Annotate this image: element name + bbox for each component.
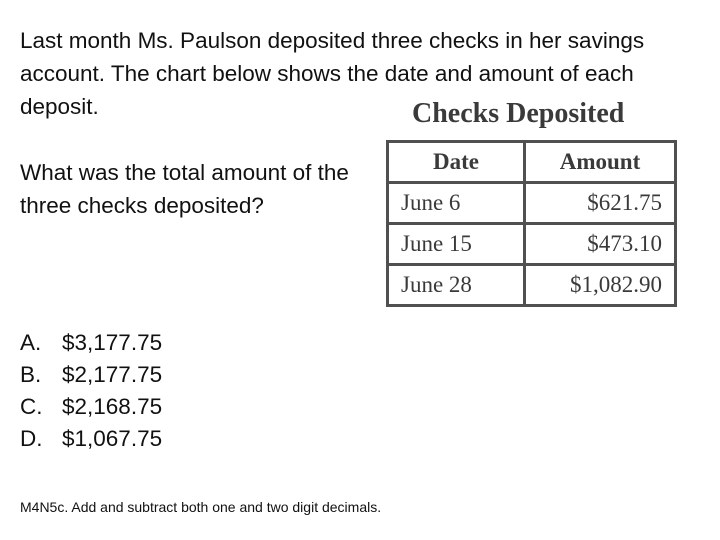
question-text: What was the total amount of the three checks deposited? (20, 160, 349, 218)
choice-letter: D. (20, 426, 43, 451)
standard-footnote: M4N5c. Add and subtract both one and two digit decimals. (20, 499, 382, 515)
choice-value: $3,177.75 (62, 330, 163, 355)
column-header-date: Date (389, 143, 526, 184)
answer-choice-b (20, 359, 162, 391)
column-header-amount: Amount (526, 143, 674, 184)
amount-cell: $621.75 (526, 184, 674, 225)
date-cell: June 28 (389, 266, 526, 304)
table-row (389, 225, 674, 266)
table-title: Checks Deposited (412, 98, 625, 129)
table-row (389, 266, 674, 304)
table-header-row (389, 143, 674, 184)
choice-letter: B. (20, 362, 42, 387)
amount-cell: $473.10 (526, 225, 674, 266)
table-row (389, 184, 674, 225)
answer-choice-c (20, 391, 162, 423)
intro-paragraph: Last month Ms. Paulson deposited three checks in her savings account. The chart below shows the date and amount of each deposit. (20, 28, 645, 119)
answer-choice-d (20, 423, 162, 455)
choice-letter: A. (20, 330, 42, 355)
answer-choice-a (20, 327, 162, 359)
choice-value: $1,067.75 (62, 426, 163, 451)
checks-deposited-table (386, 140, 677, 307)
date-cell: June 6 (389, 184, 526, 225)
date-cell: June 15 (389, 225, 526, 266)
choice-value: $2,168.75 (62, 394, 163, 419)
answer-choices (20, 327, 162, 455)
choice-value: $2,177.75 (62, 362, 163, 387)
amount-cell: $1,082.90 (570, 272, 662, 297)
choice-letter: C. (20, 394, 43, 419)
